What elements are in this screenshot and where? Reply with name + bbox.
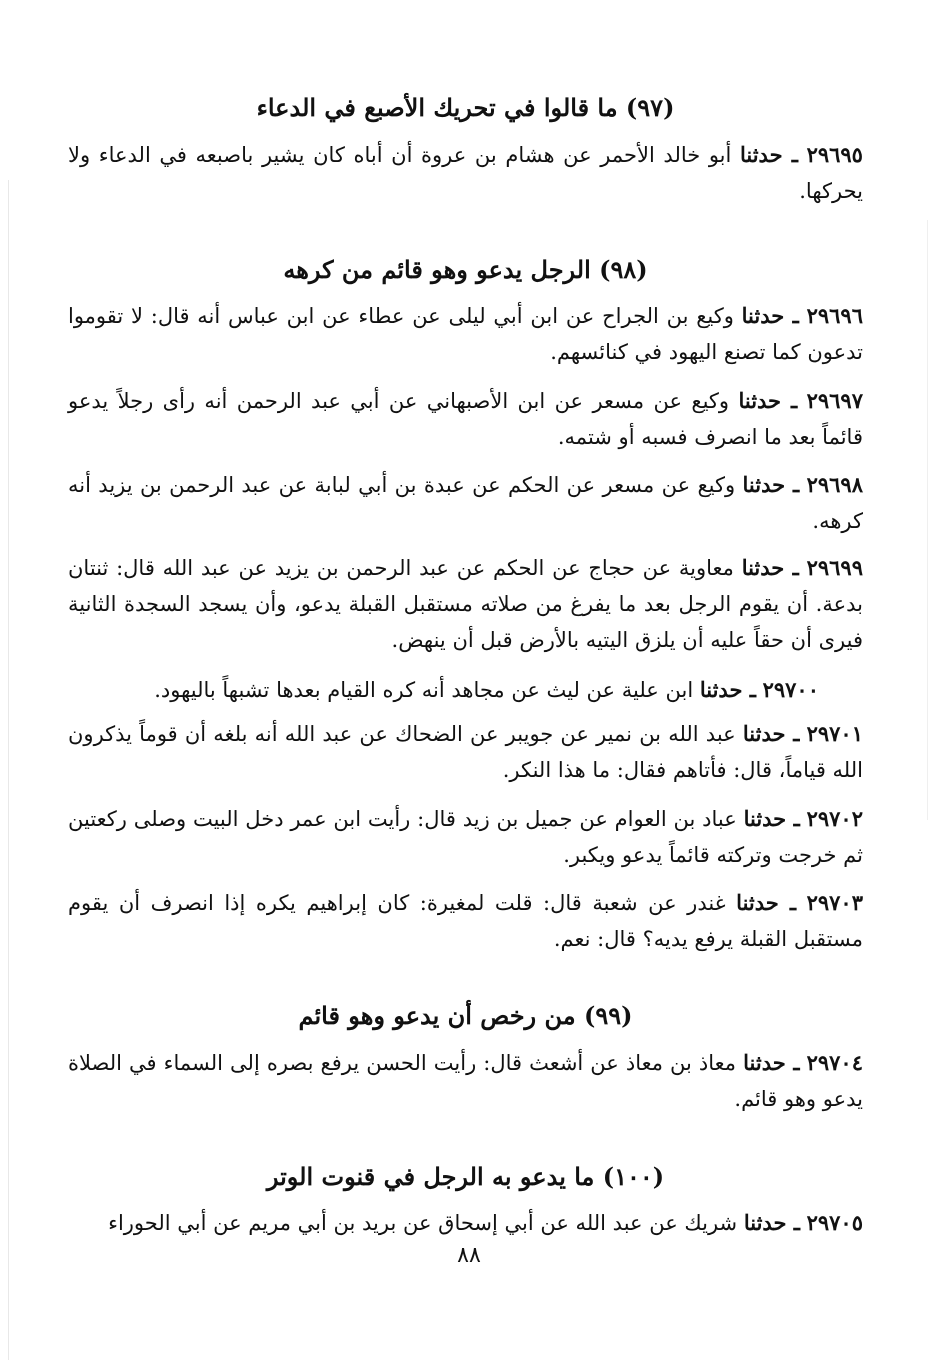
hadith-29697 [68,383,863,455]
hadith-29696 [68,298,863,370]
hadith-text: غندر عن شعبة قال: قلت لمغيرة: كان إبراهيم يكره إذا انصرف أن يقوم مستقبل القبلة يرفع يديه؟ قال: نعم. [68,891,863,951]
hadith-29704 [68,1045,863,1117]
hadith-text: معاذ بن معاذ عن أشعث قال: رأيت الحسن يرفع بصره إلى السماء في الصلاة يدعو وهو قائم. [68,1051,863,1111]
hadith-number: ٢٩٦٩٦ [806,303,863,328]
hadith-text: وكيع عن مسعر عن الحكم عن عبدة بن أبي لبابة عن عبد الرحمن بن يزيد أنه كرهه. [68,473,863,533]
scan-edge-right [927,220,928,820]
hadith-29703 [68,885,863,957]
hadith-lead: ـ حدثنا [741,555,799,580]
hadith-lead: ـ حدثنا [736,890,797,915]
hadith-lead: ـ حدثنا [699,677,756,702]
hadith-text: معاوية عن حجاج عن الحكم عن عبد الرحمن بن يزيد عن عبد الله قال: ثنتان بدعة. أن يقوم الرجل بعد ما يفرغ من صلاته مستقبل القبلة يدعو، وأن يسجد السجدة الثانية فيرى أن حقاً عليه أن يلزق اليتيه بالأرض قبل أن ينهض. [68,556,863,652]
hadith-number: ٢٩٧٠٤ [806,1050,863,1075]
hadith-29705 [68,1205,863,1241]
hadith-number: ٢٩٦٩٨ [806,472,863,497]
hadith-lead: ـ حدثنا [741,303,799,328]
hadith-number: ٢٩٧٠٠ [762,677,819,702]
hadith-lead: ـ حدثنا [743,1210,800,1235]
chapter-heading-97: (٩٧) ما قالوا في تحريك الأصبع في الدعاء [256,93,675,122]
hadith-number: ٢٩٧٠٢ [806,806,863,831]
chapter-heading-98: (٩٨) الرجل يدعو وهو قائم من كرهه [283,255,648,284]
hadith-29695 [68,137,863,209]
hadith-text: وكيع بن الجراح عن ابن أبي ليلى عن عطاء عن ابن عباس أنه قال: لا تقوموا تدعون كما تصنع اليهود في كنائسهم. [68,304,863,364]
hadith-number: ٢٩٦٩٩ [806,555,863,580]
hadith-29702 [68,801,863,873]
hadith-text: ابن علية عن ليث عن مجاهد أنه كره القيام بعدها تشبهاً باليهود. [154,678,700,702]
hadith-lead: ـ حدثنا [743,1050,800,1075]
hadith-number: ٢٩٧٠٣ [806,890,863,915]
hadith-number: ٢٩٧٠٥ [806,1210,863,1235]
scan-edge-left [8,180,9,1360]
page-number: ٨٨ [457,1243,481,1268]
hadith-lead: ـ حدثنا [739,142,798,167]
hadith-29701 [68,716,863,788]
hadith-number: ٢٩٧٠١ [806,721,863,746]
hadith-text: عبد الله بن نمير عن جويبر عن الضحاك عن عبد الله أنه بلغه أن قوماً يذكرون الله قياماً، قال: فأتاهم فقال: ما هذا النكر. [68,722,863,782]
hadith-text: وكيع عن مسعر عن ابن الأصبهاني عن أبي عبد الرحمن أنه رأى رجلاً يدعو قائماً بعد ما انصرف فسبه أو شتمه. [68,389,863,449]
hadith-29699 [68,550,863,658]
hadith-lead: ـ حدثنا [742,721,800,746]
hadith-lead: ـ حدثنا [742,472,800,497]
hadith-29700 [68,672,863,708]
chapter-heading-99: (٩٩) من رخص أن يدعو وهو قائم [298,1001,633,1030]
hadith-number: ٢٩٦٩٥ [806,142,863,167]
chapter-heading-100: (١٠٠) ما يدعو به الرجل في قنوت الوتر [266,1162,665,1191]
hadith-number: ٢٩٦٩٧ [806,388,863,413]
hadith-text: عباد بن العوام عن جميل بن زيد قال: رأيت ابن عمر دخل البيت وصلى ركعتين ثم خرجت وتركته قائماً يدعو ويكبر. [68,807,863,867]
hadith-lead: ـ حدثنا [743,806,800,831]
hadith-lead: ـ حدثنا [738,388,798,413]
hadith-text: شريك عن عبد الله عن أبي إسحاق عن بريد بن أبي مريم عن أبي الحوراء [108,1211,744,1235]
hadith-29698 [68,467,863,539]
hadith-text: أبو خالد الأحمر عن هشام بن عروة أن أباه كان يشير باصبعه في الدعاء ولا يحركها. [68,143,863,203]
